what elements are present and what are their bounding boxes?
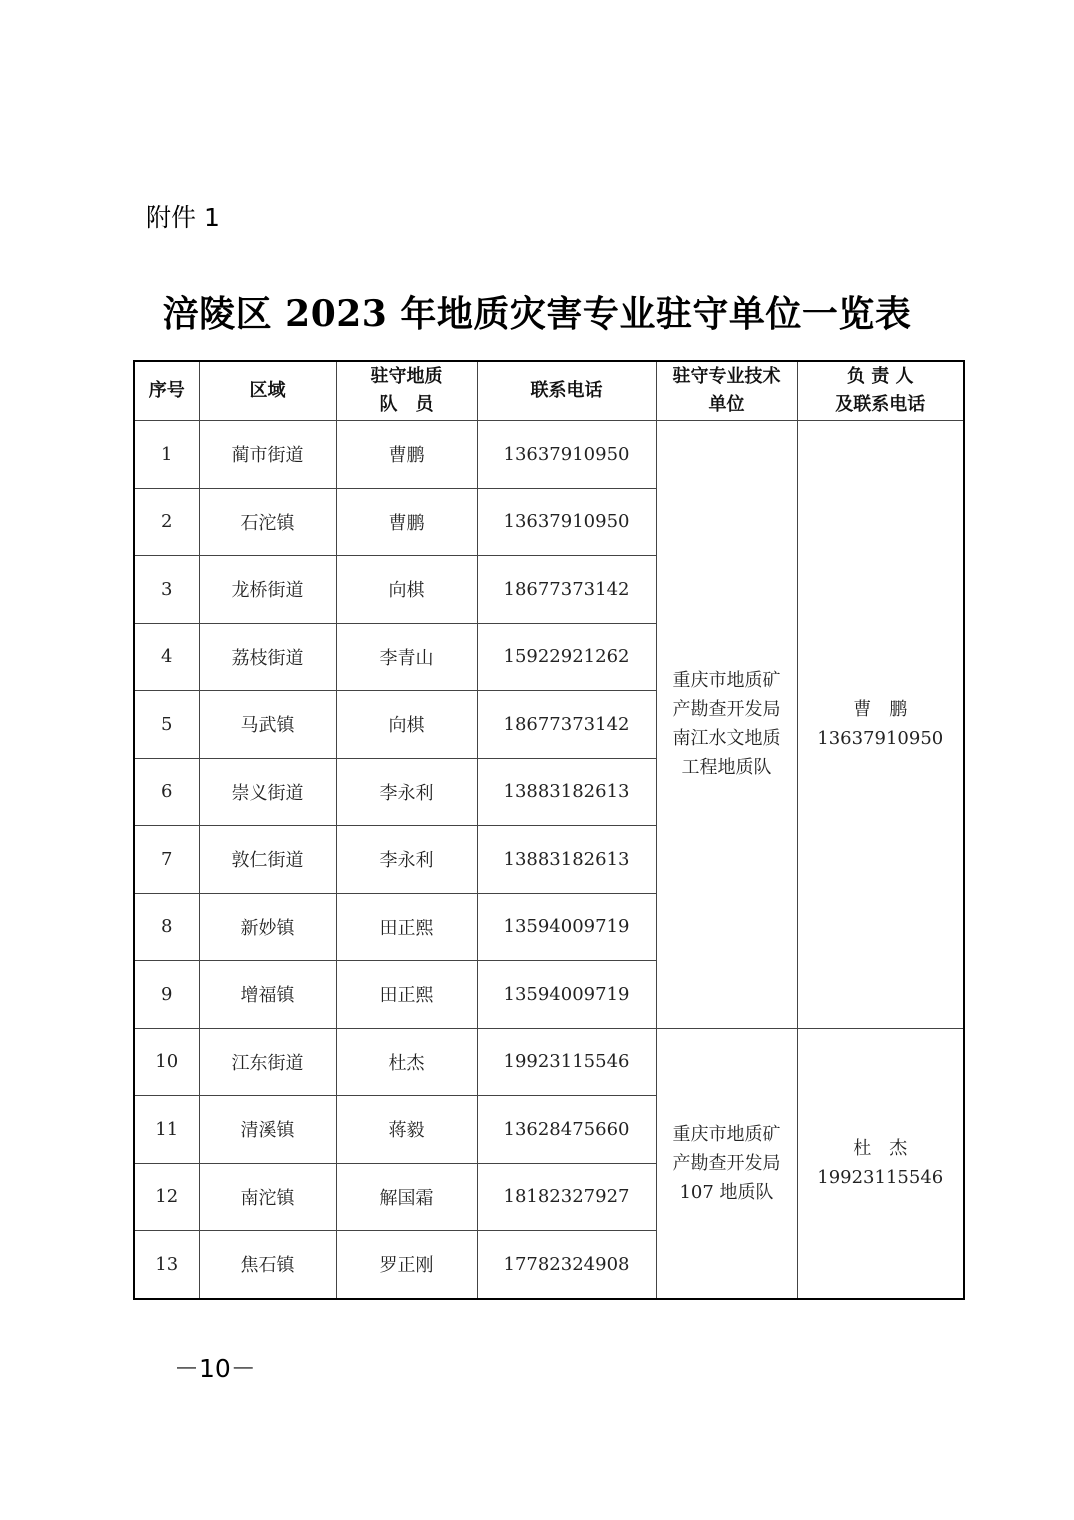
cell-region: 敦仁街道 <box>199 826 336 894</box>
cell-phone: 18677373142 <box>477 556 656 624</box>
header-phone: 联系电话 <box>477 361 656 421</box>
cell-region: 江东街道 <box>199 1028 336 1096</box>
cell-region: 崇义街道 <box>199 758 336 826</box>
cell-region: 荔枝街道 <box>199 623 336 691</box>
cell-phone: 15922921262 <box>477 623 656 691</box>
cell-seq: 5 <box>134 691 199 759</box>
cell-member: 田正熙 <box>336 961 477 1029</box>
cell-region: 焦石镇 <box>199 1231 336 1299</box>
unit-line: 重庆市地质矿 <box>672 1123 781 1145</box>
cell-member: 曹鹏 <box>336 421 477 489</box>
cell-seq: 2 <box>134 488 199 556</box>
leader-name: 杜 杰 <box>853 1138 908 1159</box>
cell-seq: 13 <box>134 1231 199 1299</box>
cell-member: 李永利 <box>336 826 477 894</box>
page-number: －10－ <box>174 1354 256 1383</box>
header-unit-line1: 驻守专业技术 <box>672 366 781 387</box>
garrison-table <box>133 360 965 1300</box>
table-header-row <box>134 361 964 421</box>
cell-member: 罗正刚 <box>336 1231 477 1299</box>
cell-seq: 12 <box>134 1163 199 1231</box>
cell-member: 蒋毅 <box>336 1096 477 1164</box>
cell-seq: 6 <box>134 758 199 826</box>
document-title: 涪陵区 2023 年地质灾害专业驻守单位一览表 <box>162 293 912 335</box>
cell-member: 解国霜 <box>336 1163 477 1231</box>
cell-leader-group-2 <box>797 1028 964 1299</box>
unit-line: 产勘查开发局 <box>672 699 781 721</box>
unit-line: 重庆市地质矿 <box>672 670 781 692</box>
header-leader <box>797 361 964 421</box>
unit-line: 南江水文地质 <box>672 728 781 750</box>
leader-name: 曹 鹏 <box>853 699 908 721</box>
header-unit <box>656 361 797 421</box>
cell-member: 向棋 <box>336 556 477 624</box>
cell-seq: 11 <box>134 1096 199 1164</box>
cell-unit-group-2 <box>656 1028 797 1299</box>
cell-region: 清溪镇 <box>199 1096 336 1164</box>
cell-seq: 9 <box>134 961 199 1029</box>
cell-phone: 13637910950 <box>477 421 656 489</box>
unit-line: 工程地质队 <box>681 757 772 779</box>
header-unit-line2: 单位 <box>708 394 745 415</box>
cell-region: 龙桥街道 <box>199 556 336 624</box>
header-seq: 序号 <box>134 361 199 421</box>
cell-phone: 13883182613 <box>477 758 656 826</box>
cell-unit-group-1 <box>656 421 797 1029</box>
cell-phone: 13628475660 <box>477 1096 656 1164</box>
cell-phone: 19923115546 <box>477 1028 656 1096</box>
cell-phone: 13594009719 <box>477 961 656 1029</box>
cell-phone: 13883182613 <box>477 826 656 894</box>
cell-region: 蔺市街道 <box>199 421 336 489</box>
cell-seq: 10 <box>134 1028 199 1096</box>
cell-member: 向棋 <box>336 691 477 759</box>
attachment-label: 附件 1 <box>146 203 220 232</box>
table-row <box>134 1028 964 1096</box>
cell-phone: 18182327927 <box>477 1163 656 1231</box>
cell-region: 增福镇 <box>199 961 336 1029</box>
cell-seq: 7 <box>134 826 199 894</box>
table-row <box>134 421 964 489</box>
cell-seq: 1 <box>134 421 199 489</box>
cell-seq: 8 <box>134 893 199 961</box>
cell-member: 杜杰 <box>336 1028 477 1096</box>
cell-region: 新妙镇 <box>199 893 336 961</box>
cell-member: 田正熙 <box>336 893 477 961</box>
cell-member: 曹鹏 <box>336 488 477 556</box>
header-member-line2: 队 员 <box>379 394 434 415</box>
cell-seq: 4 <box>134 623 199 691</box>
cell-phone: 13637910950 <box>477 488 656 556</box>
header-region: 区域 <box>199 361 336 421</box>
header-leader-line2: 及联系电话 <box>835 394 926 415</box>
cell-member: 李永利 <box>336 758 477 826</box>
cell-region: 石沱镇 <box>199 488 336 556</box>
leader-phone: 19923115546 <box>817 1167 944 1188</box>
header-member <box>336 361 477 421</box>
unit-line: 产勘查开发局 <box>672 1152 781 1174</box>
cell-phone: 17782324908 <box>477 1231 656 1299</box>
header-leader-line1: 负 责 人 <box>846 366 914 387</box>
cell-region: 南沱镇 <box>199 1163 336 1231</box>
header-member-line1: 驻守地质 <box>370 366 443 387</box>
cell-phone: 13594009719 <box>477 893 656 961</box>
leader-phone: 13637910950 <box>817 728 944 750</box>
cell-member: 李青山 <box>336 623 477 691</box>
cell-leader-group-1 <box>797 421 964 1029</box>
cell-phone: 18677373142 <box>477 691 656 759</box>
unit-line: 107 地质队 <box>679 1181 774 1203</box>
cell-region: 马武镇 <box>199 691 336 759</box>
cell-seq: 3 <box>134 556 199 624</box>
